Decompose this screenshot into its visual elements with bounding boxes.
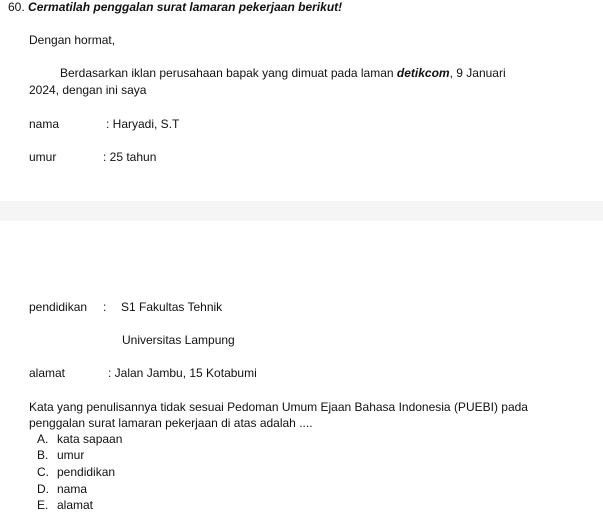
field-umur-value: : 25 tahun — [103, 150, 157, 164]
intro-text: Berdasarkan iklan perusahaan bapak yang dimuat pada laman — [60, 66, 394, 80]
question-title: Cermatilah penggalan surat lamaran pekerjaan berikut! — [28, 0, 343, 14]
option-text: umur — [57, 448, 85, 462]
field-umur-label: umur — [29, 150, 57, 164]
option-letter: D. — [37, 482, 49, 496]
option-text: pendidikan — [57, 465, 116, 479]
question-header — [8, 0, 342, 14]
option-letter: A. — [37, 432, 49, 446]
letter-intro-line2: 2024, dengan ini saya — [29, 83, 147, 97]
field-alamat-value: : Jalan Jambu, 15 Kotabumi — [108, 366, 257, 380]
option-text: nama — [57, 482, 88, 496]
field-pendidikan-label: pendidikan — [29, 300, 88, 314]
option-text: alamat — [57, 498, 94, 512]
intro-date: , 9 Januari — [449, 66, 506, 80]
option-letter: C. — [37, 465, 49, 479]
option-d[interactable] — [37, 482, 87, 496]
field-alamat-label: alamat — [29, 366, 66, 380]
option-a[interactable] — [37, 432, 122, 446]
prompt-line2: penggalan surat lamaran pekerjaan di atas adalah .... — [29, 416, 313, 430]
option-e[interactable] — [37, 498, 93, 512]
field-pendidikan-value-line2: Universitas Lampung — [122, 333, 235, 347]
option-letter: E. — [37, 498, 49, 512]
section-divider-band — [0, 201, 603, 221]
question-number: 60. — [8, 0, 25, 14]
letter-greeting: Dengan hormat, — [29, 33, 116, 47]
letter-intro-line1 — [60, 66, 506, 80]
option-c[interactable] — [37, 465, 115, 479]
intro-site-name: detikcom — [396, 66, 450, 80]
field-pendidikan-separator: : — [103, 300, 107, 314]
option-letter: B. — [37, 448, 49, 462]
prompt-line1: Kata yang penulisannya tidak sesuai Pedoman Umum Ejaan Bahasa Indonesia (PUEBI) pada — [29, 400, 528, 414]
option-text: kata sapaan — [57, 432, 123, 446]
field-nama-label: nama — [29, 117, 60, 131]
field-nama-value: : Haryadi, S.T — [106, 117, 180, 131]
option-b[interactable] — [37, 448, 84, 462]
field-pendidikan-value: S1 Fakultas Tehnik — [121, 300, 223, 314]
